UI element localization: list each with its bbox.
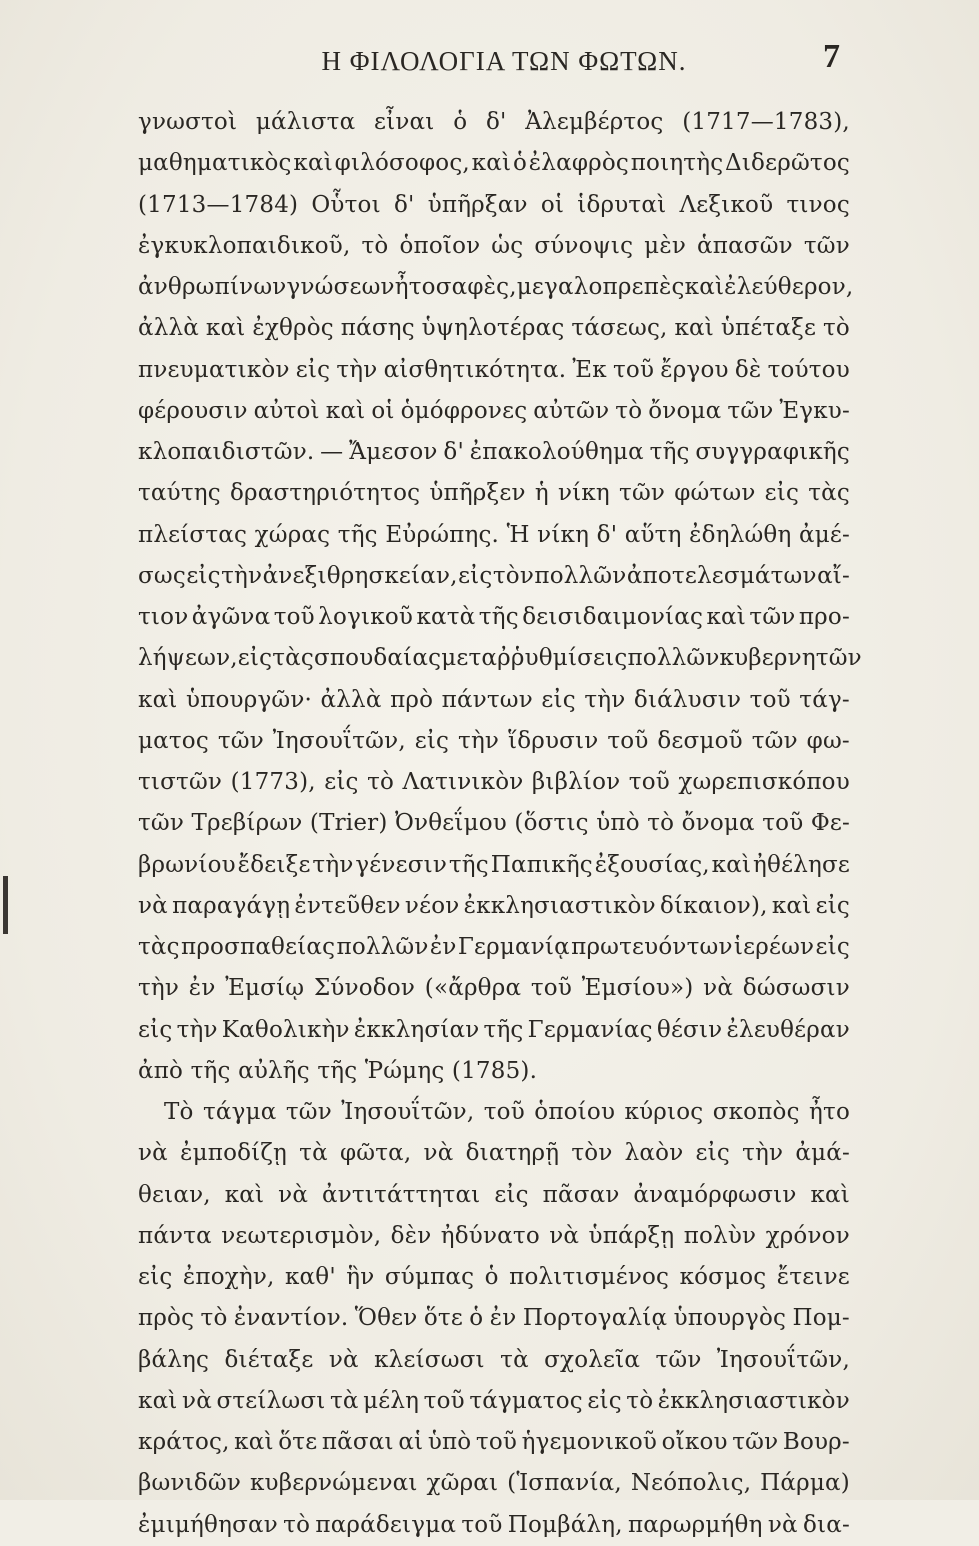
- text-line: ἐγκυκλοπαιδικοῦ, τὸ ὁποῖον ὡς σύνοψις μὲν ἁπασῶν τῶν: [138, 232, 850, 259]
- running-head: Η ΦΙΛΟΛΟΓΙΑ ΤΩΝ ΦΩΤΩΝ.: [321, 46, 687, 76]
- text-line: βάλης διέταξε νὰ κλείσωσι τὰ σχολεῖα τῶν Ἰησουΐτῶν,: [138, 1346, 850, 1373]
- text-line: ἀπὸ τῆς αὐλῆς τῆς Ῥώμης (1785).: [138, 1057, 538, 1084]
- text-line: νὰ ἐμποδίζῃ τὰ φῶτα, νὰ διατηρῇ τὸν λαὸν εἰς τὴν ἀμά-: [138, 1140, 850, 1167]
- text-line: καὶ νὰ στείλωσι τὰ μέλη τοῦ τάγματος εἰς τὸ ἐκκλησιαστικὸν: [138, 1387, 850, 1414]
- text-line: ματος τῶν Ἰησουΐτῶν, εἰς τὴν ἵδρυσιν τοῦ δεσμοῦ τῶν φω-: [138, 727, 850, 754]
- text-line: κλοπαιδιστῶν. — Ἄμεσον δ' ἐπακολούθημα τῆς συγγραφικῆς: [138, 439, 850, 465]
- page-number: 7: [823, 38, 840, 75]
- text-line: εἰς ἐποχὴν, καθ' ἣν σύμπας ὁ πολιτισμένος κόσμος ἔτεινε: [138, 1264, 850, 1290]
- text-line: θειαν, καὶ νὰ ἀντιτάττηται εἰς πᾶσαν ἀναμόρφωσιν καὶ: [138, 1181, 850, 1208]
- text-line: ταύτης δραστηριότητος ὑπῆρξεν ἡ νίκη τῶν φώτων εἰς τὰς: [138, 480, 850, 507]
- text-line: λήψεων, εἰς τὰς σπουδαίας μεταῤῥυθμίσεις πολλῶν κυβερνητῶν: [138, 645, 862, 672]
- text-line: σως εἰς τὴν ἀνεξιθρησκείαν, εἰς τὸν πολλῶν ἀποτελεσμάτων αἴ-: [138, 562, 850, 589]
- text-line: μαθηματικὸς καὶ φιλόσοφος, καὶ ὁ ἐλαφρὸς ποιητὴς Διδερῶτος: [138, 150, 850, 177]
- text-line: ἐμιμήθησαν τὸ παράδειγμα τοῦ Πομβάλη, παρωρμήθη νὰ δια-: [138, 1511, 850, 1538]
- text-line: τιστῶν (1773), εἰς τὸ Λατινικὸν βιβλίον τοῦ χωρεπισκόπου: [138, 769, 850, 795]
- text-line: γνωστοὶ μάλιστα εἶναι ὁ δ' Ἀλεμβέρτος (1717—1783),: [138, 109, 850, 135]
- text-line: πρὸς τὸ ἐναντίον. Ὅθεν ὅτε ὁ ἐν Πορτογαλίᾳ ὑπουργὸς Πομ-: [138, 1305, 850, 1332]
- text-line: ἀνθρωπίνων γνώσεων ἦτο σαφὲς, μεγαλοπρεπὲς καὶ ἐλεύθερον,: [138, 274, 854, 300]
- text-line: εἰς τὴν Καθολικὴν ἐκκλησίαν τῆς Γερμανίας θέσιν ἐλευθέραν: [138, 1016, 850, 1043]
- body-text: [138, 102, 862, 1546]
- text-line: τὰς προσπαθείας πολλῶν ἐν Γερμανίᾳ πρωτευόντων ἱερέων εἰς: [138, 934, 850, 960]
- text-line: ἀλλὰ καὶ ἐχθρὸς πάσης ὑψηλοτέρας τάσεως, καὶ ὑπέταξε τὸ: [138, 315, 850, 342]
- text-line: (1713—1784) Οὗτοι δ' ὑπῆρξαν οἱ ἱδρυταὶ Λεξικοῦ τινος: [138, 191, 850, 218]
- text-line: πνευματικὸν εἰς τὴν αἰσθητικότητα. Ἐκ τοῦ ἔργου δὲ τούτου: [138, 356, 850, 383]
- page-header: [168, 38, 840, 86]
- text-line: πλείστας χώρας τῆς Εὐρώπης. Ἡ νίκη δ' αὕτη ἐδηλώθη ἀμέ-: [138, 521, 850, 548]
- text-line: βωνιδῶν κυβερνώμεναι χῶραι (Ἱσπανία, Νεόπολις, Πάρμα): [138, 1470, 850, 1497]
- binding-edge-mark: [3, 876, 8, 934]
- text-line: τιον ἀγῶνα τοῦ λογικοῦ κατὰ τῆς δεισιδαιμονίας καὶ τῶν προ-: [138, 604, 850, 630]
- text-line: κράτος, καὶ ὅτε πᾶσαι αἱ ὑπὸ τοῦ ἡγεμονικοῦ οἴκου τῶν Βουρ-: [138, 1429, 850, 1455]
- text-line: τὴν ἐν Ἐμσίῳ Σύνοδον («ἄρθρα τοῦ Ἐμσίου») νὰ δώσωσιν: [138, 975, 850, 1002]
- text-line: νὰ παραγάγῃ ἐντεῦθεν νέον ἐκκλησιαστικὸν δίκαιον), καὶ εἰς: [138, 892, 850, 919]
- text-line: φέρουσιν αὐτοὶ καὶ οἱ ὁμόφρονες αὐτῶν τὸ ὄνομα τῶν Ἐγκυ-: [138, 397, 850, 424]
- text-line: τῶν Τρεβίρων (Trier) Ὀνθεΐμου (ὅστις ὑπὸ τὸ ὄνομα τοῦ Φε-: [138, 810, 850, 837]
- text-line: Τὸ τάγμα τῶν Ἰησουΐτῶν, τοῦ ὁποίου κύριος σκοπὸς ἦτο: [164, 1099, 850, 1125]
- text-line: βρωνίου ἔδειξε τὴν γένεσιν τῆς Παπικῆς ἐξουσίας, καὶ ἠθέλησε: [138, 851, 850, 878]
- text-line: πάντα νεωτερισμὸν, δὲν ἠδύνατο νὰ ὑπάρξῃ πολὺν χρόνον: [138, 1222, 850, 1249]
- text-line: καὶ ὑπουργῶν· ἀλλὰ πρὸ πάντων εἰς τὴν διάλυσιν τοῦ τάγ-: [138, 686, 850, 713]
